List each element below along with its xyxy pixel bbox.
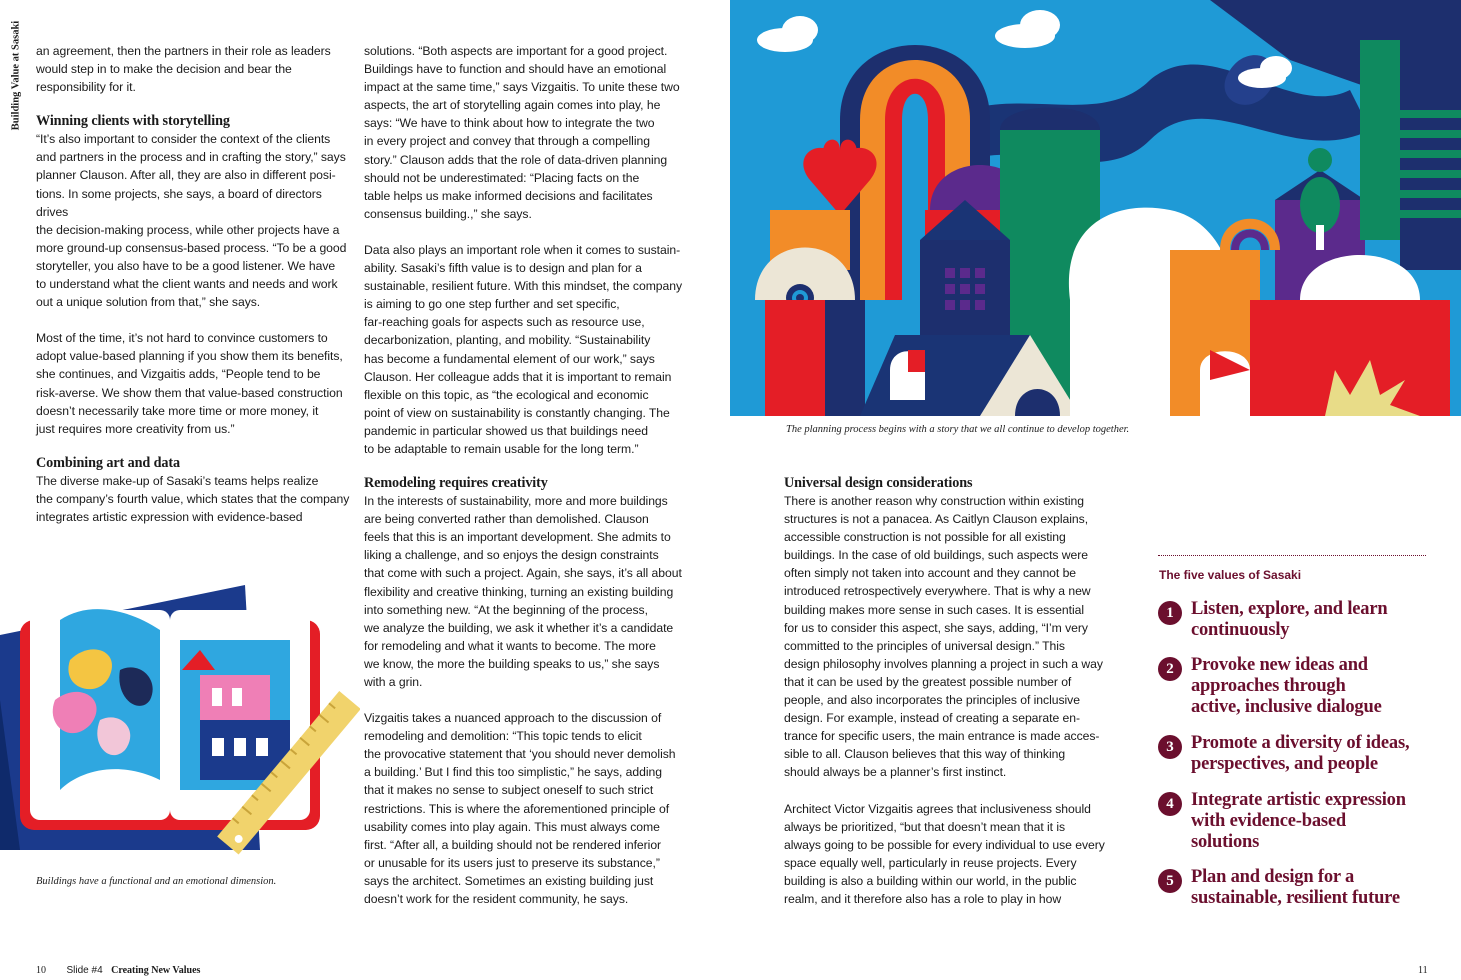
value-number: 2 (1158, 657, 1182, 681)
page-number: 10 (36, 965, 46, 976)
footer (36, 965, 200, 976)
paragraph: Data also plays an important role when it comes to sustain- ability. Sasaki’s fifth value is to design and plan for a sustainable, resilient future. With this mindset, the company is aiming to go one step further and set specific, far-reaching goals for aspects such as resource use, decarbonization, planting, and mobility. “Sustainability has become a fundamental element of our work,” says Clauson. Her colleague adds that it is important to remain flexible on this topic, as “the ecological and economic point of view on sustainability is constantly changing. The pandemic in particular showed us that buildings need to be adaptable to remain usable for the long term.” (364, 242, 683, 456)
value-text: Integrate artistic expression with evidence-based solutions (1191, 790, 1406, 852)
paragraph: The diverse make-up of Sasaki’s teams helps realize the company’s fourth value, which states that the company integrates artistic expression with evidence-based (36, 473, 350, 524)
value-text: Promote a diversity of ideas, perspectives, and people (1191, 733, 1410, 774)
value-number: 1 (1158, 601, 1182, 625)
page-number: 11 (1418, 965, 1428, 976)
image-caption: Buildings have a functional and an emotional dimension. (36, 876, 277, 887)
paragraph: an agreement, then the partners in their role as leaders would step in to make the decision and bear the responsibility for it. (36, 44, 331, 95)
book-illustration (0, 580, 360, 870)
left-column-2 (364, 42, 684, 908)
footer-slide: Slide #4 (66, 965, 103, 976)
running-header: Building Value at Sasaki (10, 20, 22, 131)
value-number: 4 (1158, 792, 1182, 816)
value-number: 3 (1158, 735, 1182, 759)
value-text: Plan and design for a sustainable, resilient future (1191, 867, 1400, 908)
paragraph: There is another reason why construction within existing structures is not a panacea. As Caitlyn Clauson explains, accessible construction is not possible for all existing buildings. In the case of old buildings, such aspects were often simply not taken into account and they cannot be introduced retrospectively everywhere. That is why a new building makes more sense in such cases. It is essential for us to consider this aspect, she says, adding, “I’m very committed to the principles of universal design.” This design philosophy involves planning a project in such a way that it can be used by the greatest possible number of people, and also incorporates the principles of inclusive design. For example, instead of creating a separate en- trance for specific users, the main entrance is made acces- sible to all. Clauson believes that this way of thinking should always be a planner’s first instinct. (784, 494, 1103, 780)
paragraph: solutions. “Both aspects are important for a good project. Buildings have to function and should have an emotional impact at the same time,” says Vizgaitis. To unite these two aspects, the art of storytelling again comes into play, he says: “We have to think about how to integrate the two in every project and convey that through a compelling story.” Clauson adds that the role of data-driven planning should not be underestimated: “Placing facts on the table helps us make informed decisions and facilitates consensus building.,” she says. (364, 44, 680, 221)
section-heading: Remodeling requires creativity (364, 475, 548, 492)
values-divider (1158, 555, 1426, 556)
section-heading: Combining art and data (36, 454, 181, 471)
paragraph: “It’s also important to consider the context of the clients and partners in the process and in crafting the story,” says planner Clauson. After all, they are also in different posi- tions. In some projects, she says, a board of directors drives the decision-making process, while other projects have a more ground-up consensus-based process. “To be a good storyteller, you also have to be a good listener. We have to understand what the client wants and needs and work out a unique solution from that,” she says. (36, 132, 347, 310)
paragraph: Vizgaitis takes a nuanced approach to the discussion of remodeling and demolition: “This topic tends to elicit the provocative statement that ‘you should never demolish a building.’ But I find this too simplistic,” he says, adding that it makes no sense to subject oneself to such strict restrictions. This is where the aforementioned principle of usability comes into play again. This must always come first. “After all, a building should not be rendered inferior or unusable for its users just to preserve its substance,” says the architect. Sometimes an existing building just doesn’t work for the resident community, he says. (364, 711, 676, 907)
values-title: The five values of Sasaki (1159, 568, 1302, 582)
section-heading: Winning clients with storytelling (36, 113, 230, 130)
city-illustration (730, 0, 1461, 416)
value-text: Provoke new ideas and approaches through active, inclusive dialogue (1191, 655, 1382, 717)
value-text: Listen, explore, and learn continuously (1191, 599, 1388, 640)
paragraph: Most of the time, it’s not hard to convince customers to adopt value-based planning if you show them its benefits, she continues, and Vizgaitis adds, “People tend to be risk-averse. We show them that value-based construction doesn’t necessarily take more time or more money, it just requires more creativity from us.” (36, 331, 343, 436)
value-number: 5 (1158, 869, 1182, 893)
paragraph: Architect Victor Vizgaitis agrees that inclusiveness should always be prioritized, “but that doesn’t mean that it is always going to be possible for every individual to use every space equally well, particularly in reuse projects. Every building is also a building within our world, in the public realm, and it therefore also has a role to play in how (784, 801, 1105, 906)
section-heading: Universal design considerations (784, 475, 973, 491)
right-column-1 (784, 474, 1114, 908)
left-column-1 (36, 42, 356, 526)
footer-section: Creating New Values (111, 965, 201, 976)
image-caption: The planning process begins with a story that we all continue to develop together. (786, 424, 1130, 435)
paragraph: In the interests of sustainability, more and more buildings are being converted rather than demolished. Clauson feels that this is an important development. She admits to liking a challenge, and so enjoys the design constraints that come with such a project. Again, she says, it’s all about flexibility and creative thinking, turning an existing building into something new. “At the beginning of the process, we analyze the building, we ask it whether it’s a candidate for remodeling and what it wants to become. The more we know, the more the building speaks to us,” she says with a grin. (364, 494, 682, 689)
